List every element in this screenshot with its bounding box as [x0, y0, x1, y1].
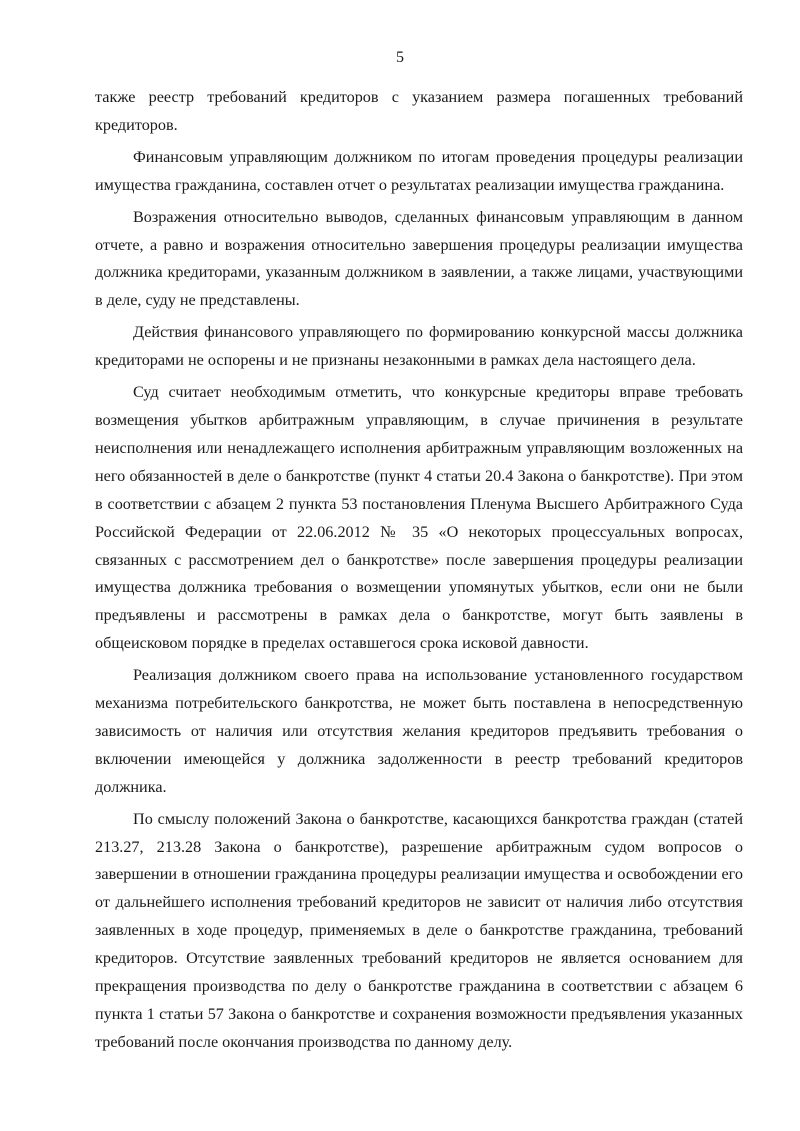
- paragraph-financial-manager-report: Финансовым управляющим должником по итогам проведения процедуры реализации имущества гражданина, составлен отчет о результатах реализации имущества гражданина.: [95, 147, 743, 194]
- paragraph-law-interpretation: По смыслу положений Закона о банкротстве, касающихся банкротства граждан (статей 213.27, 213.28 Закона о банкротстве), разрешение арбитражным судом вопросов о завершении в отношении гражданина процедуры реализации имущества и освобождении его от дальнейшего исполнения требований кредиторов не зависит от наличия либо отсутствия заявленных в ходе процедур, применяемых в деле о банкротстве гражданина, требований кредиторов. Отсутствие заявленных требований кредиторов не является основанием для прекращения производства по делу о банкротстве гражданина в соответствии с абзацем 6 пункта 1 статьи 57 Закона о банкротстве и сохранения возможности предъявления указанных требований после окончания производства по данному делу.: [95, 809, 743, 1051]
- page-number: 5: [396, 49, 404, 66]
- paragraph-continuation: также реестр требований кредиторов с указанием размера погашенных требований кредиторов.: [95, 88, 743, 134]
- paragraph-manager-actions: Действия финансового управляющего по формированию конкурсной массы должника кредиторами не оспорены и не признаны незаконными в рамках дела настоящего дела.: [95, 323, 743, 370]
- paragraph-damages-claims: Суд считает необходимым отметить, что конкурсные кредиторы вправе требовать возмещения убытков арбитражным управляющим, в случае причинения в результате неисполнения или ненадлежащего исполнения арбитражным управляющим возложенных на него обязанностей в деле о банкротстве (пункт 4 статьи 20.4 Закона о банкротстве). При этом в соответствии с абзацем 2 пункта 53 постановления Пленума Высшего Арбитражного Суда Российской Федерации от 22.06.2012 № 35 «О некоторых процессуальных вопросах, связанных с рассмотрением дел о банкротстве» после завершения процедуры реализации имущества должника требования о возмещении упомянутых убытков, если они не были предъявлены и рассмотрены в рамках дела о банкротстве, могут быть заявлены в общеисковом порядке в пределах оставшегося срока исковой давности.: [95, 383, 743, 653]
- paragraph-consumer-bankruptcy: Реализация должником своего права на использование установленного государством механизма потребительского банкротства, не может быть поставлена в непосредственную зависимость от наличия или отсутствия желания кредиторов предъявить требования о включении имеющейся у должника задолженности в реестр требований кредиторов должника.: [95, 666, 743, 796]
- document-body: [95, 84, 743, 1061]
- paragraph-objections: Возражения относительно выводов, сделанных финансовым управляющим в данном отчете, а равно и возражения относительно завершения процедуры реализации имущества должника кредиторами, указанным должником в заявлении, а также лицами, участвующими в деле, суду не представлены.: [95, 207, 743, 310]
